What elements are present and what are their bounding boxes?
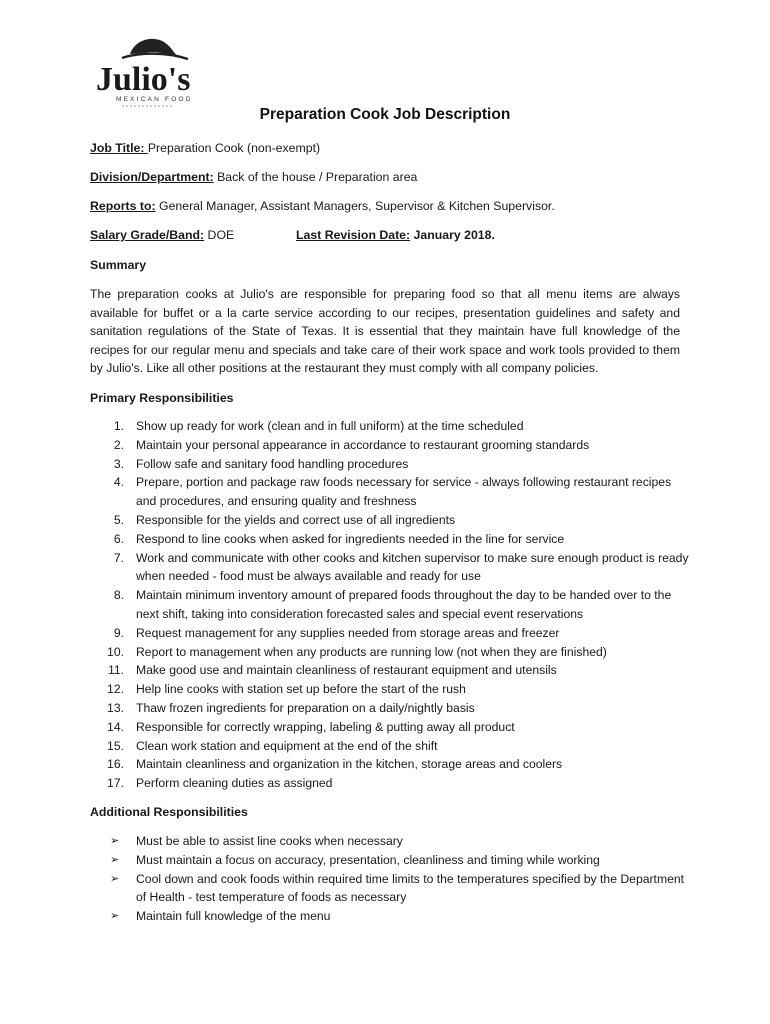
list-item-number: 13. (107, 700, 124, 715)
primary-responsibilities-list (90, 417, 690, 793)
division-value: Back of the house / Preparation area (213, 170, 418, 184)
division-field (90, 170, 417, 184)
arrow-bullet-icon: ➢ (110, 835, 120, 847)
list-item-number: 12. (107, 682, 124, 697)
additional-responsibilities-heading: Additional Responsibilities (90, 805, 248, 819)
list-item (90, 851, 690, 870)
list-item-text: Perform cleaning duties as assigned (136, 776, 333, 791)
list-item-text: Show up ready for work (clean and in full uniform) at the time scheduled (136, 419, 524, 433)
list-item (90, 661, 690, 680)
julios-logo-image (92, 32, 212, 112)
list-item (90, 511, 690, 530)
list-item-number: 16. (107, 757, 124, 772)
list-item-number: 1. (113, 419, 124, 433)
reports-to-field (90, 199, 555, 213)
list-item-text: Thaw frozen ingredients for preparation on a daily/nightly basis (136, 700, 475, 715)
list-item-text: Must maintain a focus on accuracy, presentation, cleanliness and timing while working (136, 852, 600, 867)
list-item (90, 417, 690, 436)
list-item-text: Request management for any supplies needed from storage areas and freezer (136, 625, 560, 640)
list-item-text: Responsible for correctly wrapping, labeling & putting away all product (136, 719, 515, 734)
list-item (90, 737, 690, 756)
list-item-text: Maintain minimum inventory amount of prepared foods throughout the day to be handed over to the next shift, taking into consideration forecasted sales and special event reservations (136, 588, 672, 621)
list-item (90, 774, 690, 793)
list-item-text: Responsible for the yields and correct use of all ingredients (136, 512, 456, 527)
list-item-text: Clean work station and equipment at the end of the shift (136, 738, 438, 753)
list-item-number: 4. (113, 475, 124, 490)
list-item-number: 15. (107, 738, 124, 753)
list-item-text: Make good use and maintain cleanliness of restaurant equipment and utensils (136, 663, 557, 678)
list-item (90, 718, 690, 737)
list-item (90, 699, 690, 718)
list-item (90, 643, 690, 662)
list-item-text: Maintain cleanliness and organization in the kitchen, storage areas and coolers (136, 757, 563, 772)
list-item-number: 9. (113, 625, 124, 640)
salary-label: Salary Grade/Band: (90, 228, 205, 242)
list-item-number: 5. (113, 512, 124, 527)
list-item (90, 680, 690, 699)
list-item-text: Help line cooks with station set up before the start of the rush (136, 682, 466, 697)
list-item-number: 6. (113, 531, 124, 546)
list-item-text: Follow safe and sanitary food handling procedures (136, 456, 409, 471)
svg-text:MEXICAN FOOD: MEXICAN FOOD (116, 96, 193, 103)
list-item (90, 624, 690, 643)
list-item (90, 530, 690, 549)
list-item-text: Work and communicate with other cooks and kitchen supervisor to make sure enough product is ready when needed - food must be always available and ready for use (136, 550, 689, 584)
list-item (90, 436, 690, 455)
list-item (90, 549, 690, 587)
primary-responsibilities-heading: Primary Responsibilities (90, 391, 234, 405)
page-title: Preparation Cook Job Description (259, 106, 511, 123)
list-item-text: Maintain your personal appearance in accordance to restaurant grooming standards (136, 437, 590, 452)
reports-to-label: Reports to: (90, 199, 156, 213)
list-item-number: 2. (113, 437, 124, 452)
arrow-bullet-icon: ➢ (110, 910, 120, 923)
reports-to-value: General Manager, Assistant Managers, Supervisor & Kitchen Supervisor. (155, 199, 555, 213)
salary-field (90, 228, 234, 242)
revision-date-value: January 2018. (410, 228, 495, 242)
list-item-number: 3. (113, 456, 124, 471)
summary-text: The preparation cooks at Julio's are responsible for preparing food so that all menu items are always available for buffet or a la carte service according to our recipes, presentation guidelines and safety and sanitation regulations of the State of Texas. It is essential that they maintain have full knowledge of the recipes for our regular menu and specials and take care of their work space and work tools provided to them by Julio's. Like all other positions at the restaurant they must comply with all company policies. (90, 287, 680, 376)
list-item-number: 17. (107, 776, 124, 791)
list-item-number: 8. (113, 588, 124, 603)
list-item-text: Prepare, portion and package raw foods necessary for service - always following restaurant recipes and procedures, and ensuring quality and freshness (136, 475, 672, 509)
list-item-number: 10. (107, 644, 124, 659)
list-item-text: Maintain full knowledge of the menu (136, 909, 331, 924)
salary-value: DOE (204, 228, 235, 242)
list-item (90, 473, 690, 511)
list-item-number: 7. (113, 550, 124, 565)
list-item (90, 907, 690, 926)
list-item (90, 755, 690, 774)
list-item-text: Respond to line cooks when asked for ingredients needed in the line for service (136, 531, 565, 546)
summary-heading: Summary (90, 258, 147, 272)
job-title-value: Preparation Cook (non-exempt) (147, 141, 321, 155)
list-item-text: Must be able to assist line cooks when necessary (136, 834, 403, 848)
julios-logo (92, 32, 212, 112)
job-title-field (90, 141, 320, 155)
list-item-number: 11. (107, 663, 124, 678)
list-item-text: Report to management when any products are running low (not when they are finished) (136, 644, 607, 659)
job-title-label: Job Title: (90, 141, 148, 155)
list-item (90, 586, 690, 624)
list-item (90, 455, 690, 474)
division-label: Division/Department: (90, 170, 214, 184)
list-item (90, 870, 690, 908)
list-item-number: 14. (107, 719, 124, 734)
list-item (90, 832, 690, 851)
list-item-text: Cool down and cook foods within required time limits to the temperatures specified by the Department of Health - test temperature of foods as necessary (136, 871, 685, 905)
revision-date-field (296, 228, 495, 242)
arrow-bullet-icon: ➢ (110, 853, 120, 866)
revision-date-label: Last Revision Date: (296, 228, 411, 242)
arrow-bullet-icon: ➢ (110, 872, 120, 885)
svg-text:Julio's: Julio's (96, 61, 191, 98)
additional-responsibilities-list (90, 832, 690, 926)
